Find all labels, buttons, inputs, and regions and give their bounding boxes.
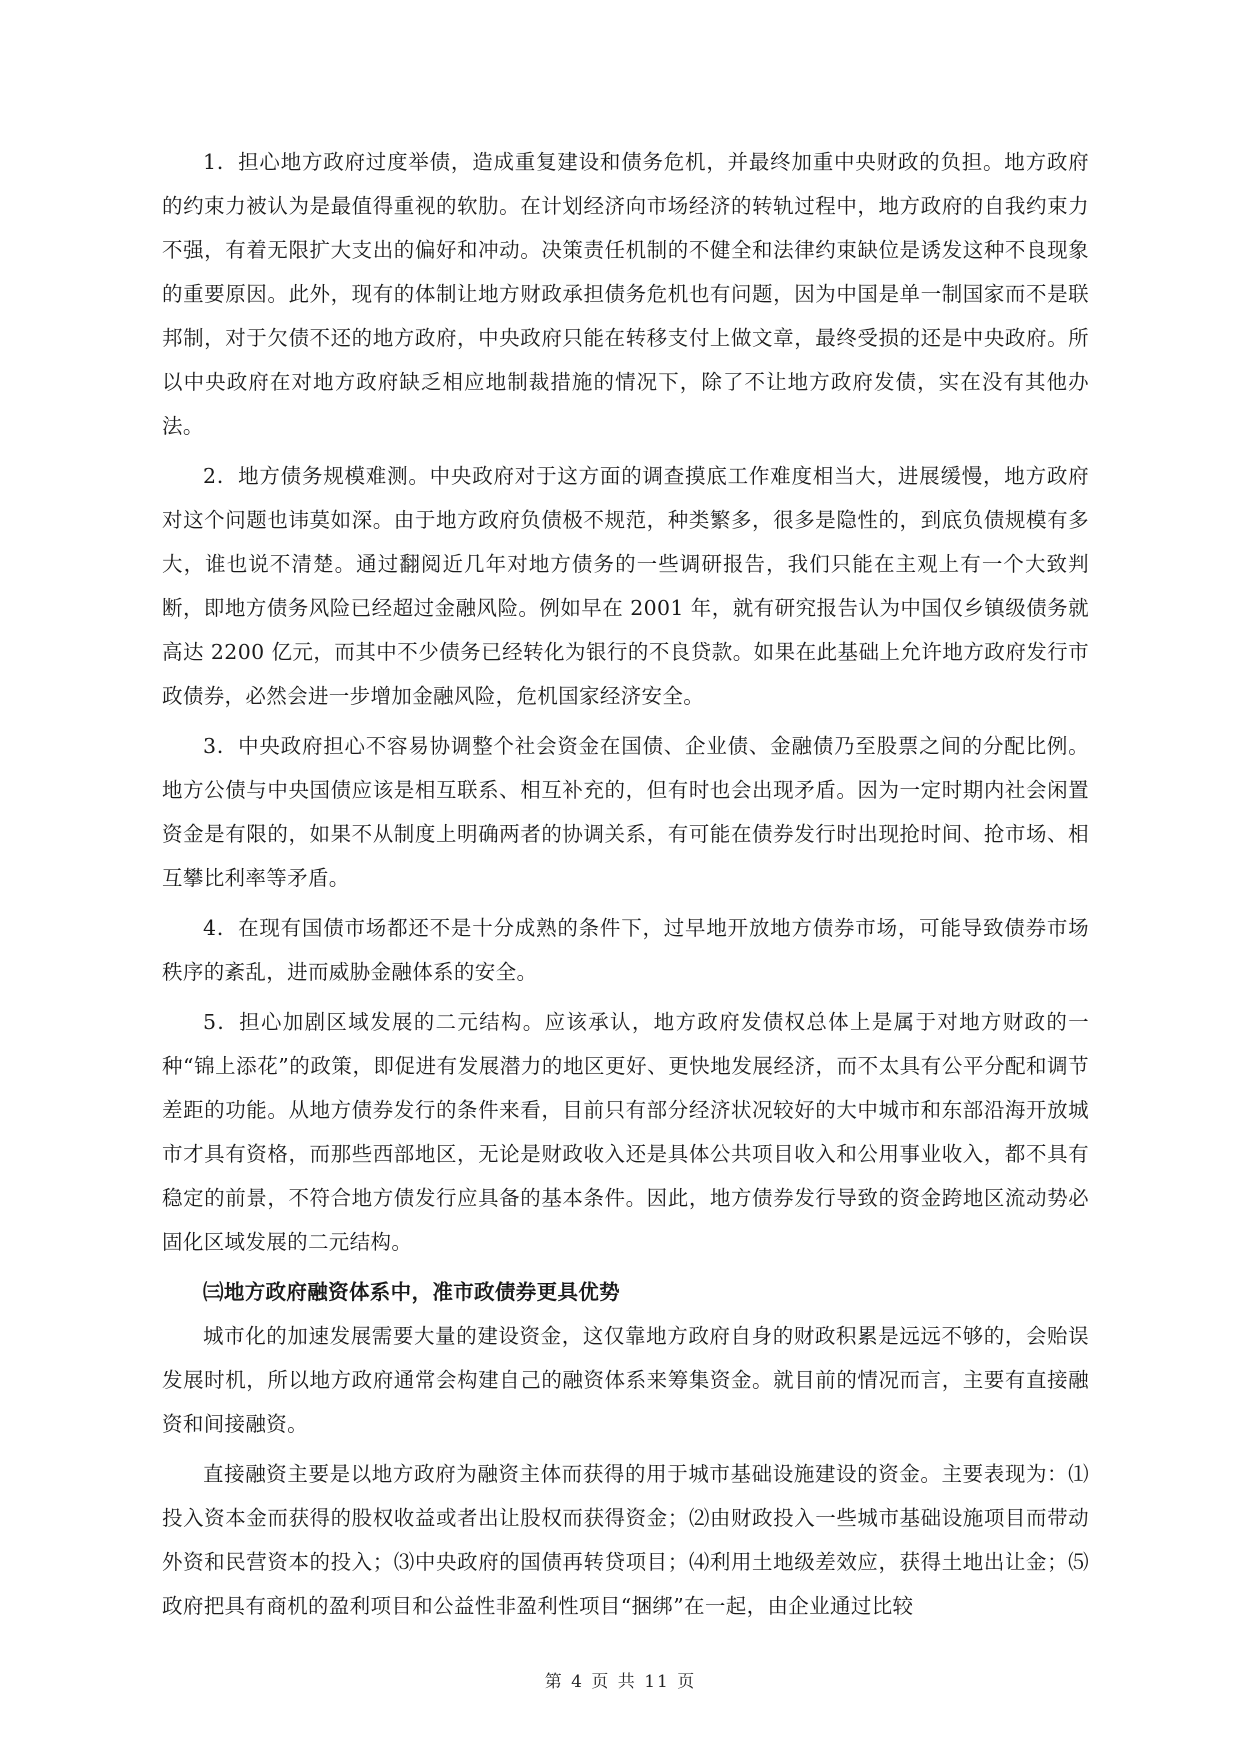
document-body (162, 140, 1089, 1628)
paragraph-point-2: 2．地方债务规模难测。中央政府对于这方面的调查摸底工作难度相当大，进展缓慢，地方政府对这个问题也讳莫如深。由于地方政府负债极不规范，种类繁多，很多是隐性的，到底负债规模有多大，谁也说不清楚。通过翻阅近几年对地方债务的一些调研报告，我们只能在主观上有一个大致判断，即地方债务风险已经超过金融风险。例如早在 2001 年，就有研究报告认为中国仅乡镇级债务就高达 2200 亿元，而其中不少债务已经转化为银行的不良贷款。如果在此基础上允许地方政府发行市政债券，必然会进一步增加金融风险，危机国家经济安全。 (162, 464, 1089, 708)
paragraph-point-1: 1．担心地方政府过度举债，造成重复建设和债务危机，并最终加重中央财政的负担。地方政府的约束力被认为是最值得重视的软肋。在计划经济向市场经济的转轨过程中，地方政府的自我约束力不强，有着无限扩大支出的偏好和冲动。决策责任机制的不健全和法律约束缺位是诱发这种不良现象的重要原因。此外，现有的体制让地方财政承担债务危机也有问题，因为中国是单一制国家而不是联邦制，对于欠债不还的地方政府，中央政府只能在转移支付上做文章，最终受损的还是中央政府。所以中央政府在对地方政府缺乏相应地制裁措施的情况下，除了不让地方政府发债，实在没有其他办法。 (162, 150, 1089, 438)
paragraph-point-5: 5．担心加剧区域发展的二元结构。应该承认，地方政府发债权总体上是属于对地方财政的一种“锦上添花”的政策，即促进有发展潜力的地区更好、更快地发展经济，而不太具有公平分配和调节差距的功能。从地方债券发行的条件来看，目前只有部分经济状况较好的大中城市和东部沿海开放城市才具有资格，而那些西部地区，无论是财政收入还是具体公共项目收入和公用事业收入，都不具有稳定的前景，不符合地方债发行应具备的基本条件。因此，地方债券发行导致的资金跨地区流动势必固化区域发展的二元结构。 (162, 1010, 1089, 1254)
paragraph-urbanization-financing: 城市化的加速发展需要大量的建设资金，这仅靠地方政府自身的财政积累是远远不够的，会贻误发展时机，所以地方政府通常会构建自己的融资体系来筹集资金。就目前的情况而言，主要有直接融资和间接融资。 (162, 1324, 1089, 1436)
section-heading: ㈢地方政府融资体系中，准市政债券更具优势 (203, 1280, 620, 1304)
paragraph-point-3: 3．中央政府担心不容易协调整个社会资金在国债、企业债、金融债乃至股票之间的分配比例。地方公债与中央国债应该是相互联系、相互补充的，但有时也会出现矛盾。因为一定时期内社会闲置资金是有限的，如果不从制度上明确两者的协调关系，有可能在债券发行时出现抢时间、抢市场、相互攀比利率等矛盾。 (162, 734, 1089, 890)
paragraph-direct-financing: 直接融资主要是以地方政府为融资主体而获得的用于城市基础设施建设的资金。主要表现为：⑴投入资本金而获得的股权收益或者出让股权而获得资金；⑵由财政投入一些城市基础设施项目而带动外资和民营资本的投入；⑶中央政府的国债再转贷项目；⑷利用土地级差效应，获得土地出让金；⑸政府把具有商机的盈利项目和公益性非盈利性项目“捆绑”在一起，由企业通过比较 (162, 1462, 1089, 1618)
paragraph-point-4: 4．在现有国债市场都还不是十分成熟的条件下，过早地开放地方债券市场，可能导致债券市场秩序的紊乱，进而威胁金融体系的安全。 (162, 916, 1089, 984)
page-number-footer: 第 4 页 共 11 页 (544, 1672, 697, 1692)
